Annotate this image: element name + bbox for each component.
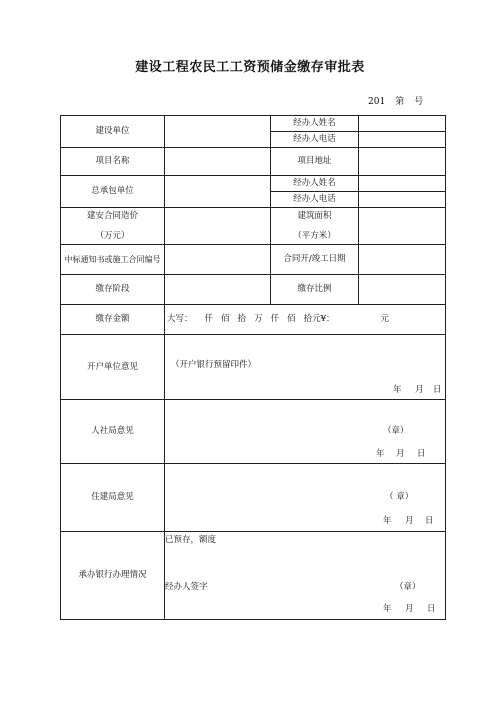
amount-daxie: 大写： — [167, 314, 193, 325]
date-year: 年 — [383, 604, 392, 614]
field-hrss-opinion[interactable] — [165, 400, 446, 464]
label-general-contractor: 总承包单位 — [61, 176, 165, 208]
label-deposit-ratio: 缴存比例 — [271, 275, 359, 305]
field-general-contractor[interactable] — [165, 176, 271, 208]
date-day: 日 — [433, 385, 442, 395]
amount-unit: 佰 — [287, 314, 296, 325]
field-handler-phone-2[interactable] — [359, 192, 446, 208]
label-bid-notice-no: 中标通知书或施工合同编号 — [61, 245, 165, 275]
field-handler-name-1[interactable] — [359, 116, 446, 132]
label-construction-unit: 建设单位 — [61, 116, 165, 148]
document-number — [368, 94, 423, 107]
field-project-address[interactable] — [359, 148, 446, 176]
field-construction-unit[interactable] — [165, 116, 271, 148]
date-month: 月 — [405, 516, 414, 526]
label-handler-phone-2: 经办人电话 — [271, 192, 359, 208]
label-project-name: 项目名称 — [61, 148, 165, 176]
label-project-address: 项目地址 — [271, 148, 359, 176]
label-housing-opinion: 住建局意见 — [61, 464, 165, 532]
label-contract-price — [61, 208, 165, 245]
seal-mark: （章） — [383, 426, 409, 436]
label-building-area — [271, 208, 359, 245]
label-contract-dates: 合同开/竣工日期 — [271, 245, 359, 275]
doc-di: 第 — [395, 97, 405, 107]
date-year: 年 — [376, 449, 385, 459]
doc-year: 201 — [368, 97, 386, 107]
date-day: 日 — [427, 604, 436, 614]
field-bank-handling[interactable] — [165, 532, 446, 620]
bank-signer: 经办人签字 — [165, 582, 208, 592]
date-month: 月 — [415, 385, 424, 395]
field-project-name[interactable] — [165, 148, 271, 176]
date-day: 日 — [425, 516, 434, 526]
date-year: 年 — [383, 516, 392, 526]
field-housing-opinion[interactable] — [165, 464, 446, 532]
date-month: 月 — [405, 604, 414, 614]
approval-table — [60, 115, 446, 620]
field-deposit-stage[interactable] — [165, 275, 271, 305]
doc-hao: 号 — [414, 97, 424, 107]
field-deposit-ratio[interactable] — [359, 275, 446, 305]
field-bid-notice-no[interactable] — [165, 245, 271, 275]
amount-unit: 佰 — [221, 314, 230, 325]
field-deposit-amount[interactable] — [165, 305, 446, 335]
amount-unit: 拾元¥： — [303, 314, 335, 325]
amount-unit: 仟 — [270, 314, 280, 325]
date-year: 年 — [393, 385, 402, 395]
bank-seal-note: （开户银行预留印件） — [171, 360, 257, 370]
field-contract-dates[interactable] — [359, 245, 446, 275]
amount-unit: 拾 — [237, 314, 247, 325]
amount-unit: 仟 — [204, 314, 214, 325]
label-handler-name-2: 经办人姓名 — [271, 176, 359, 192]
date-month: 月 — [396, 449, 405, 459]
date-day: 日 — [417, 449, 426, 459]
field-contract-price[interactable] — [165, 208, 271, 245]
building-area-line1: 建筑面积 — [297, 211, 332, 222]
contract-price-line1: 建安合同造价 — [86, 211, 138, 222]
field-building-area[interactable] — [359, 208, 446, 245]
contract-price-line2: （万元） — [95, 230, 130, 241]
building-area-line2: （平方米） — [293, 230, 336, 241]
label-bank-handling: 承办银行办理情况 — [61, 532, 165, 620]
form-title: 建设工程农民工工资预储金缴存审批表 — [135, 60, 365, 75]
label-deposit-stage: 缴存阶段 — [61, 275, 165, 305]
field-account-unit-opinion[interactable] — [165, 335, 446, 400]
label-handler-phone-1: 经办人电话 — [271, 132, 359, 148]
field-handler-name-2[interactable] — [359, 176, 446, 192]
amount-unit: 万 — [254, 314, 263, 325]
seal-mark: （章） — [395, 582, 421, 592]
seal-mark: （ 章） — [385, 492, 414, 502]
bank-deposited: 已预存，额度 — [165, 535, 217, 545]
label-account-unit-opinion: 开户单位意见 — [61, 335, 165, 400]
label-deposit-amount: 缴存金额 — [61, 305, 165, 335]
label-hrss-opinion: 人社局意见 — [61, 400, 165, 464]
amount-yuan: 元 — [380, 314, 390, 325]
label-handler-name-1: 经办人姓名 — [271, 116, 359, 132]
field-handler-phone-1[interactable] — [359, 132, 446, 148]
